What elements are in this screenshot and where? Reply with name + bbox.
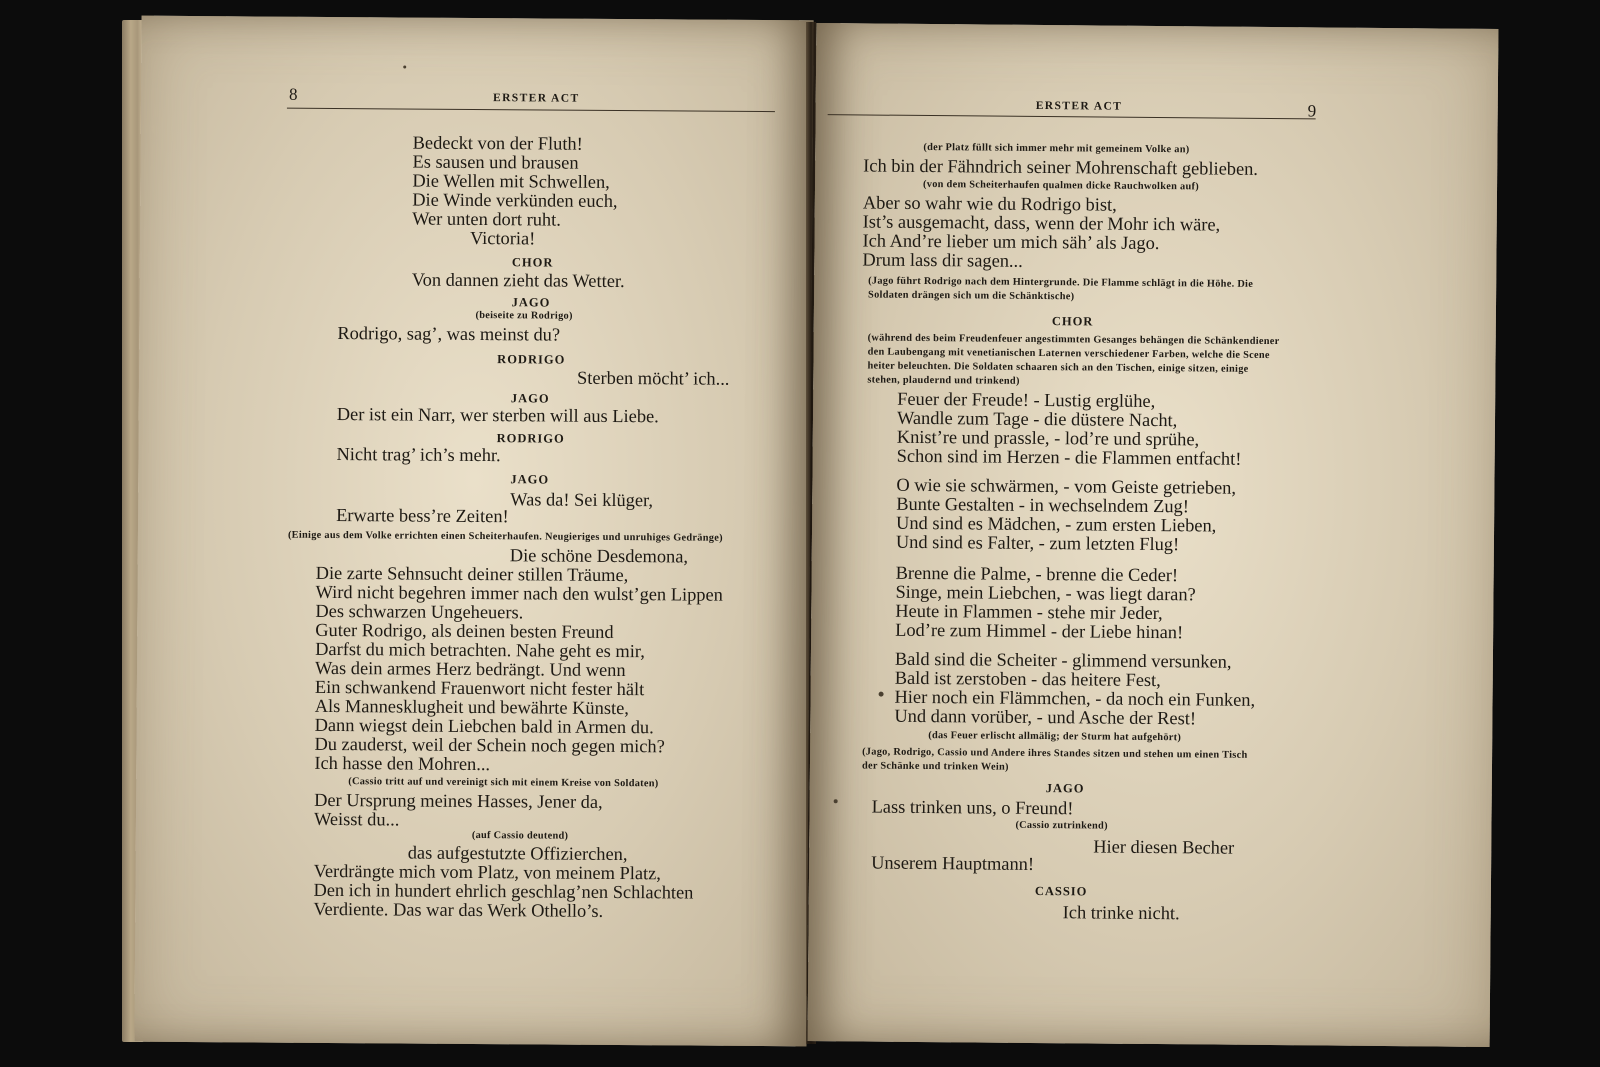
stage-direction: heiter beleuchten. Die Soldaten schaaren sich an den Tischen, einige sitzen, einige bbox=[867, 360, 1249, 375]
paper-speck bbox=[834, 799, 838, 803]
verse-line: Victoria! bbox=[469, 227, 536, 249]
verse-line: Der ist ein Narr, wer sterben will aus Liebe. bbox=[336, 404, 659, 427]
verse-line: Verdiente. Das war das Werk Othello’s. bbox=[313, 898, 604, 921]
stage-direction: (der Platz füllt sich immer mehr mit gemeinem Volke an) bbox=[923, 141, 1190, 156]
verse-line: Weisst du... bbox=[313, 808, 400, 830]
stage-direction: (Jago, Rodrigo, Cassio und Andere ihres Standes sitzen und stehen um einen Tisch bbox=[862, 746, 1248, 761]
running-head: ERSTER ACT bbox=[1035, 99, 1123, 113]
page-number: 8 bbox=[288, 84, 298, 104]
speaker-name: JAGO bbox=[511, 295, 551, 310]
verse-line: Die Winde verkünden euch, bbox=[412, 189, 618, 211]
verse-line: Hier diesen Becher bbox=[1093, 836, 1235, 858]
verse-line: Ich hasse den Mohren... bbox=[314, 752, 491, 775]
verse-line: Ich trinke nicht. bbox=[1062, 902, 1180, 924]
verse-line: Dann wiegst dein Liebchen bald in Armen du. bbox=[314, 714, 654, 738]
verse-line: Erwarte bess’re Zeiten! bbox=[336, 505, 509, 527]
verse-line: Bedeckt von der Fluth! bbox=[412, 132, 583, 154]
verse-line: Wird nicht begehren immer nach den wulst’gen Lippen bbox=[315, 581, 723, 605]
speaker-name: RODRIGO bbox=[497, 352, 566, 367]
speaker-name: JAGO bbox=[510, 472, 550, 487]
verse-line: Nicht trag’ ich’s mehr. bbox=[336, 444, 501, 466]
header-rule bbox=[828, 114, 1316, 119]
header-rule bbox=[287, 108, 775, 112]
verse-line: Lass trinken uns, o Freund! bbox=[871, 796, 1074, 819]
verse-line: Was dein armes Herz bedrängt. Und wenn bbox=[314, 657, 626, 681]
stage-direction: stehen, plaudernd und trinkend) bbox=[867, 374, 1020, 387]
verse-line: Als Mannesklugheit und bewährte Künste, bbox=[314, 695, 629, 719]
verse-line: Und dann vorüber, - und Asche der Rest! bbox=[894, 705, 1197, 729]
verse-line: Ich And’re lieber um mich säh’ als Jago. bbox=[862, 230, 1160, 254]
verse-line: Bald ist zerstoben - das heitere Fest, bbox=[894, 667, 1161, 691]
stage-direction: den Laubengang mit venetianischen Laternen verschiedener Farben, welche die Scene bbox=[867, 346, 1270, 362]
speaker-name: JAGO bbox=[1045, 781, 1085, 796]
verse-line: Die Wellen mit Schwellen, bbox=[412, 170, 610, 192]
verse-line: Ist’s ausgemacht, dass, wenn der Mohr ich wäre, bbox=[862, 211, 1221, 235]
stage-direction: (auf Cassio deutend) bbox=[471, 829, 569, 842]
paper-speck bbox=[403, 65, 406, 68]
speaker-name: JAGO bbox=[510, 391, 550, 406]
verse-line: Und sind es Mädchen, - zum ersten Lieben, bbox=[896, 512, 1217, 536]
paper-speck bbox=[879, 692, 884, 697]
verse-line: Die zarte Sehnsucht deiner stillen Träume, bbox=[315, 562, 629, 586]
speaker-name: CASSIO bbox=[1034, 883, 1088, 899]
verse-line: Schon sind im Herzen - die Flammen entfacht! bbox=[896, 445, 1242, 469]
stage-direction: (das Feuer erlischt allmälig; der Sturm hat aufgehört) bbox=[928, 730, 1182, 744]
stage-direction: der Schänke und trinken Wein) bbox=[861, 760, 1009, 773]
verse-line: Rodrigo, sag’, was meinst du? bbox=[337, 323, 561, 345]
stage-direction: (Cassio tritt auf und vereinigt sich mit einem Kreise von Soldaten) bbox=[348, 776, 659, 790]
left-page bbox=[134, 16, 813, 1047]
verse-line: Es sausen und brausen bbox=[412, 151, 579, 173]
stage-direction: (Einige aus dem Volke errichten einen Scheiterhaufen. Neugieriges und unruhiges Gedränge) bbox=[287, 529, 723, 544]
verse-line: Lod’re zum Himmel - der Liebe hinan! bbox=[895, 619, 1184, 643]
verse-line: Wer unten dort ruht. bbox=[412, 208, 561, 230]
verse-line: Brenne die Palme, - brenne die Ceder! bbox=[895, 562, 1179, 586]
verse-line: Ich bin der Fähndrich seiner Mohrenschaft geblieben. bbox=[863, 155, 1259, 179]
verse-line: Der Ursprung meines Hasses, Jener da, bbox=[314, 789, 603, 812]
running-head: ERSTER ACT bbox=[492, 92, 580, 105]
stage-direction: (beiseite zu Rodrigo) bbox=[475, 310, 573, 322]
verse-line: Knist’re und prassle, - lod’re und sprühe, bbox=[896, 426, 1200, 450]
speaker-name: RODRIGO bbox=[496, 431, 565, 446]
stage-direction: Soldaten drängen sich um die Schänktische) bbox=[868, 289, 1075, 303]
verse-line: Bunte Gestalten - in wechselndem Zug! bbox=[896, 493, 1189, 517]
verse-line: Drum lass dir sagen... bbox=[862, 249, 1023, 271]
stage-direction: (während des beim Freudenfeuer angestimmten Gesanges behängen die Schänkendiener bbox=[867, 332, 1280, 348]
verse-line: Singe, mein Liebchen, - was liegt daran? bbox=[895, 581, 1196, 605]
verse-line: Den ich in hundert ehrlich geschlag’nen Schlachten bbox=[313, 879, 694, 903]
verse-line: Darfst du mich betrachten. Nahe geht es mir, bbox=[315, 638, 645, 662]
verse-line: Guter Rodrigo, als deinen besten Freund bbox=[315, 619, 614, 642]
verse-line: das aufgestutzte Offizierchen, bbox=[407, 842, 628, 865]
verse-line: Hier noch ein Flämmchen, - da noch ein Funken, bbox=[894, 686, 1256, 710]
verse-line: Du zauderst, weil der Schein noch gegen mich? bbox=[314, 733, 665, 757]
stage-direction: (Jago führt Rodrigo nach dem Hintergrunde. Die Flamme schlägt in die Höhe. Die bbox=[868, 275, 1254, 290]
right-page bbox=[808, 23, 1499, 1047]
verse-line: Was da! Sei klüger, bbox=[510, 489, 654, 511]
verse-line: Und sind es Falter, - zum letzten Flug! bbox=[895, 531, 1180, 555]
verse-line: Die schöne Desdemona, bbox=[509, 545, 689, 567]
speaker-name: CHOR bbox=[1051, 314, 1094, 329]
verse-line: O wie sie schwärmen, - vom Geiste getrieben, bbox=[896, 474, 1237, 498]
verse-line: Bald sind die Scheiter - glimmend versunken, bbox=[894, 648, 1232, 672]
verse-line: Heute in Flammen - stehe mir Jeder, bbox=[895, 600, 1163, 624]
verse-line: Von dannen zieht das Wetter. bbox=[411, 269, 625, 292]
verse-line: Verdrängte mich vom Platz, von meinem Platz, bbox=[313, 860, 661, 884]
verse-line: Feuer der Freude! - Lustig erglühe, bbox=[897, 388, 1156, 412]
page-number: 9 bbox=[1307, 101, 1317, 121]
verse-line: Wandle zum Tage - die düstere Nacht, bbox=[896, 407, 1178, 431]
verse-line: Sterben möcht’ ich... bbox=[577, 367, 730, 389]
verse-line: Unserem Hauptmann! bbox=[871, 852, 1035, 874]
speaker-name: CHOR bbox=[511, 255, 554, 270]
verse-line: Ein schwankend Frauenwort nicht fester hält bbox=[314, 676, 645, 700]
verse-line: Des schwarzen Ungeheuers. bbox=[315, 600, 524, 623]
stage-direction: (Cassio zutrinkend) bbox=[1015, 819, 1108, 832]
stage-direction: (von dem Scheiterhaufen qualmen dicke Rauchwolken auf) bbox=[923, 178, 1200, 193]
verse-line: Aber so wahr wie du Rodrigo bist, bbox=[862, 192, 1117, 215]
